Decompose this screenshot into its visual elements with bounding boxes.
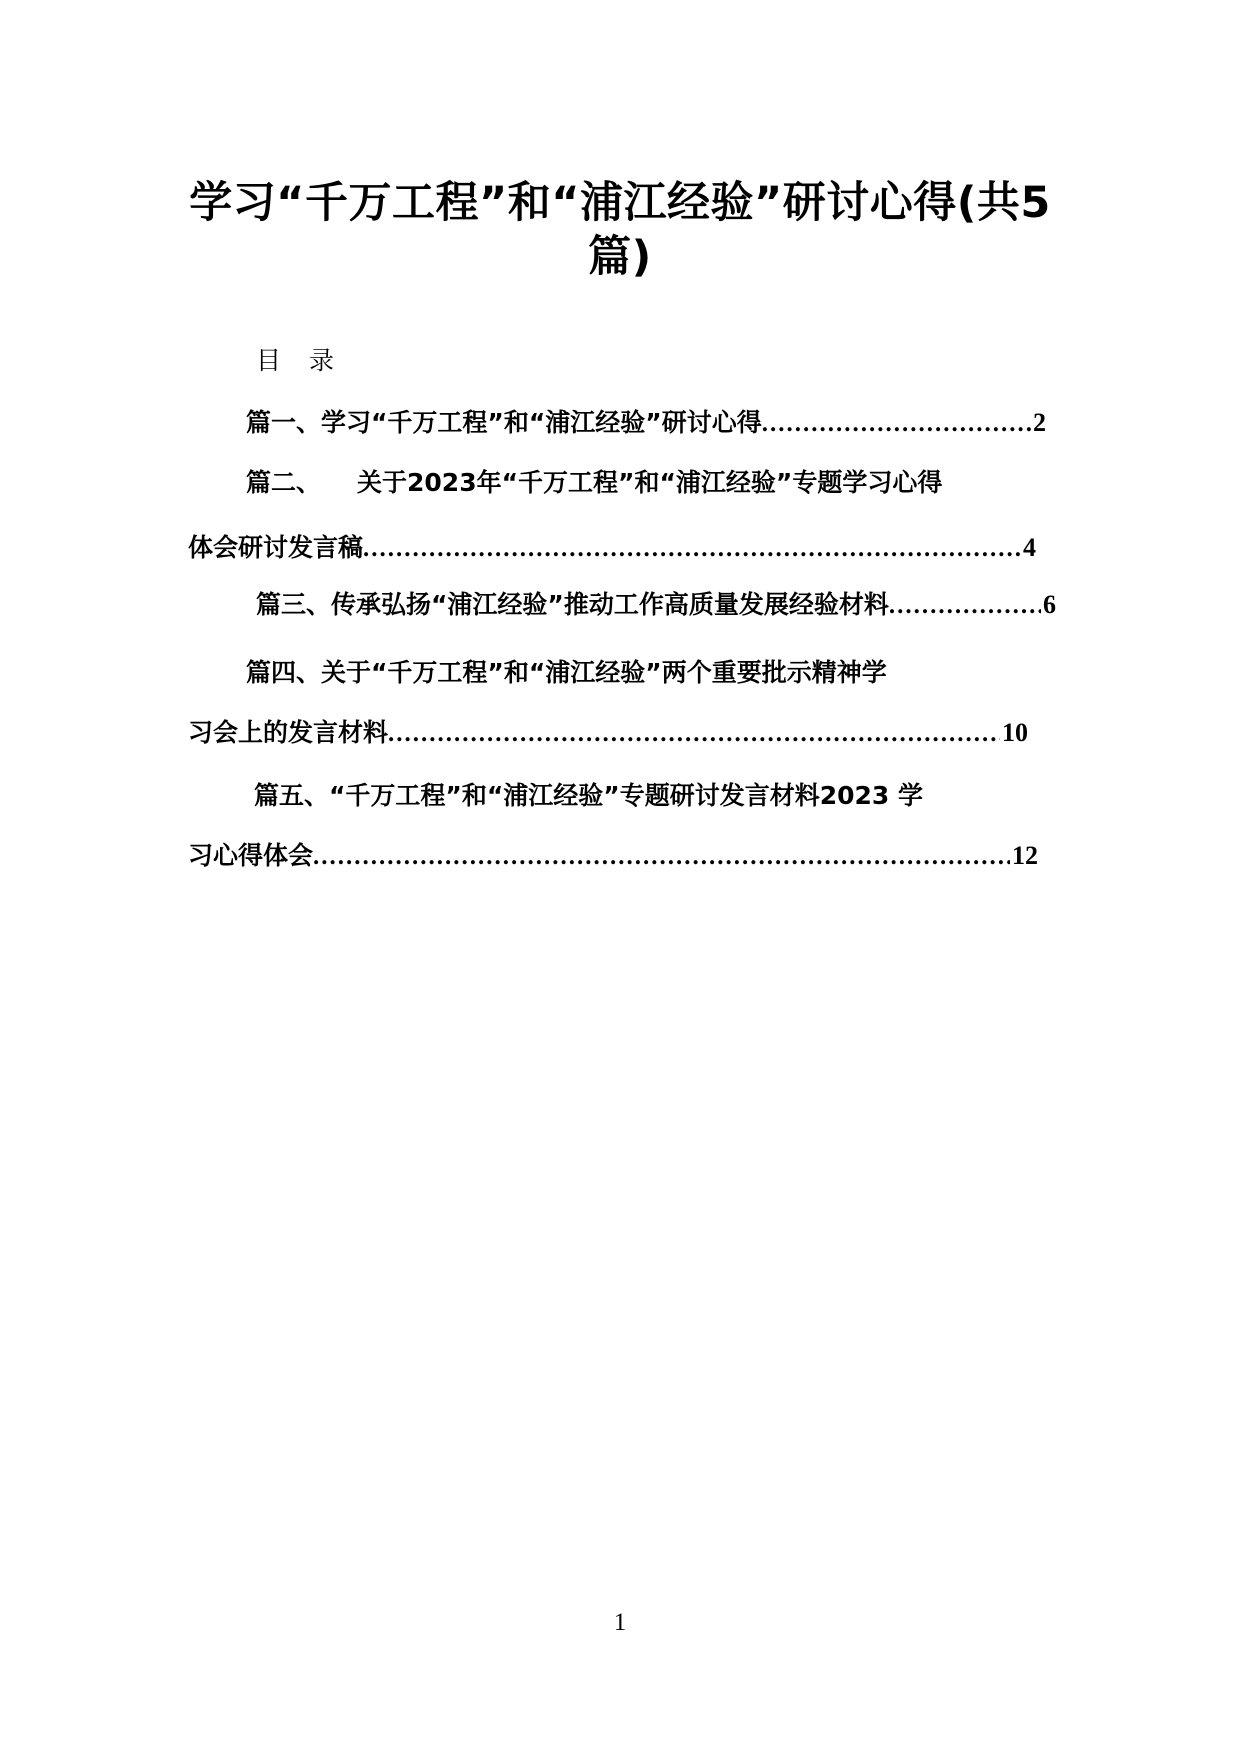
toc-entry-2-label: 篇二、 — [246, 468, 322, 497]
toc-entry-5-line2[interactable] — [188, 839, 1038, 873]
toc-entry-2-title: 关于2023年“千万工程”和“浦江经验”专题学习心得 — [357, 468, 943, 497]
toc-entry-2-title-cont: 体会研讨发言稿 — [188, 533, 364, 562]
toc-entry-5-page: 12 — [1012, 841, 1038, 870]
toc-leader — [889, 589, 1041, 622]
toc-heading: 目录 — [256, 346, 363, 375]
toc-entry-2-line1[interactable] — [246, 466, 1056, 500]
toc-leader — [762, 407, 1031, 440]
toc-entry-3-title: 篇三、传承弘扬“浦江经验”推动工作高质量发展经验材料 — [256, 590, 889, 619]
toc-entry-4-line1[interactable] — [246, 656, 1056, 690]
toc-leader — [388, 717, 1000, 750]
toc-entry-1-page: 2 — [1033, 408, 1046, 437]
page-number: 1 — [613, 1609, 627, 1636]
toc-entry-3[interactable] — [256, 588, 1056, 622]
toc-entry-1-title: 篇一、学习“千万工程”和“浦江经验”研讨心得 — [246, 408, 762, 437]
toc-entry-4-line2[interactable] — [188, 716, 1028, 750]
toc-entry-1[interactable] — [246, 406, 1046, 440]
toc-entry-4-title-cont: 习会上的发言材料 — [188, 718, 389, 747]
toc-entry-5-title-cont: 习心得体会 — [188, 841, 314, 870]
document-title: 学习“千万工程”和“浦江经验”研讨心得(共5篇) — [189, 178, 1051, 282]
toc-entry-2-page: 4 — [1023, 533, 1036, 562]
toc-entry-5-line1[interactable] — [254, 779, 1064, 813]
toc-leader — [313, 840, 1010, 873]
toc-entry-2-line2[interactable] — [188, 531, 1036, 565]
toc-entry-4-title: 篇四、关于“千万工程”和“浦江经验”两个重要批示精神学 — [246, 658, 887, 687]
toc-entry-3-page: 6 — [1043, 590, 1056, 619]
toc-entry-4-page: 10 — [1002, 718, 1028, 747]
toc-leader — [363, 532, 1021, 565]
toc-entry-5-title: 篇五、“千万工程”和“浦江经验”专题研讨发言材料2023 学 — [254, 781, 924, 810]
